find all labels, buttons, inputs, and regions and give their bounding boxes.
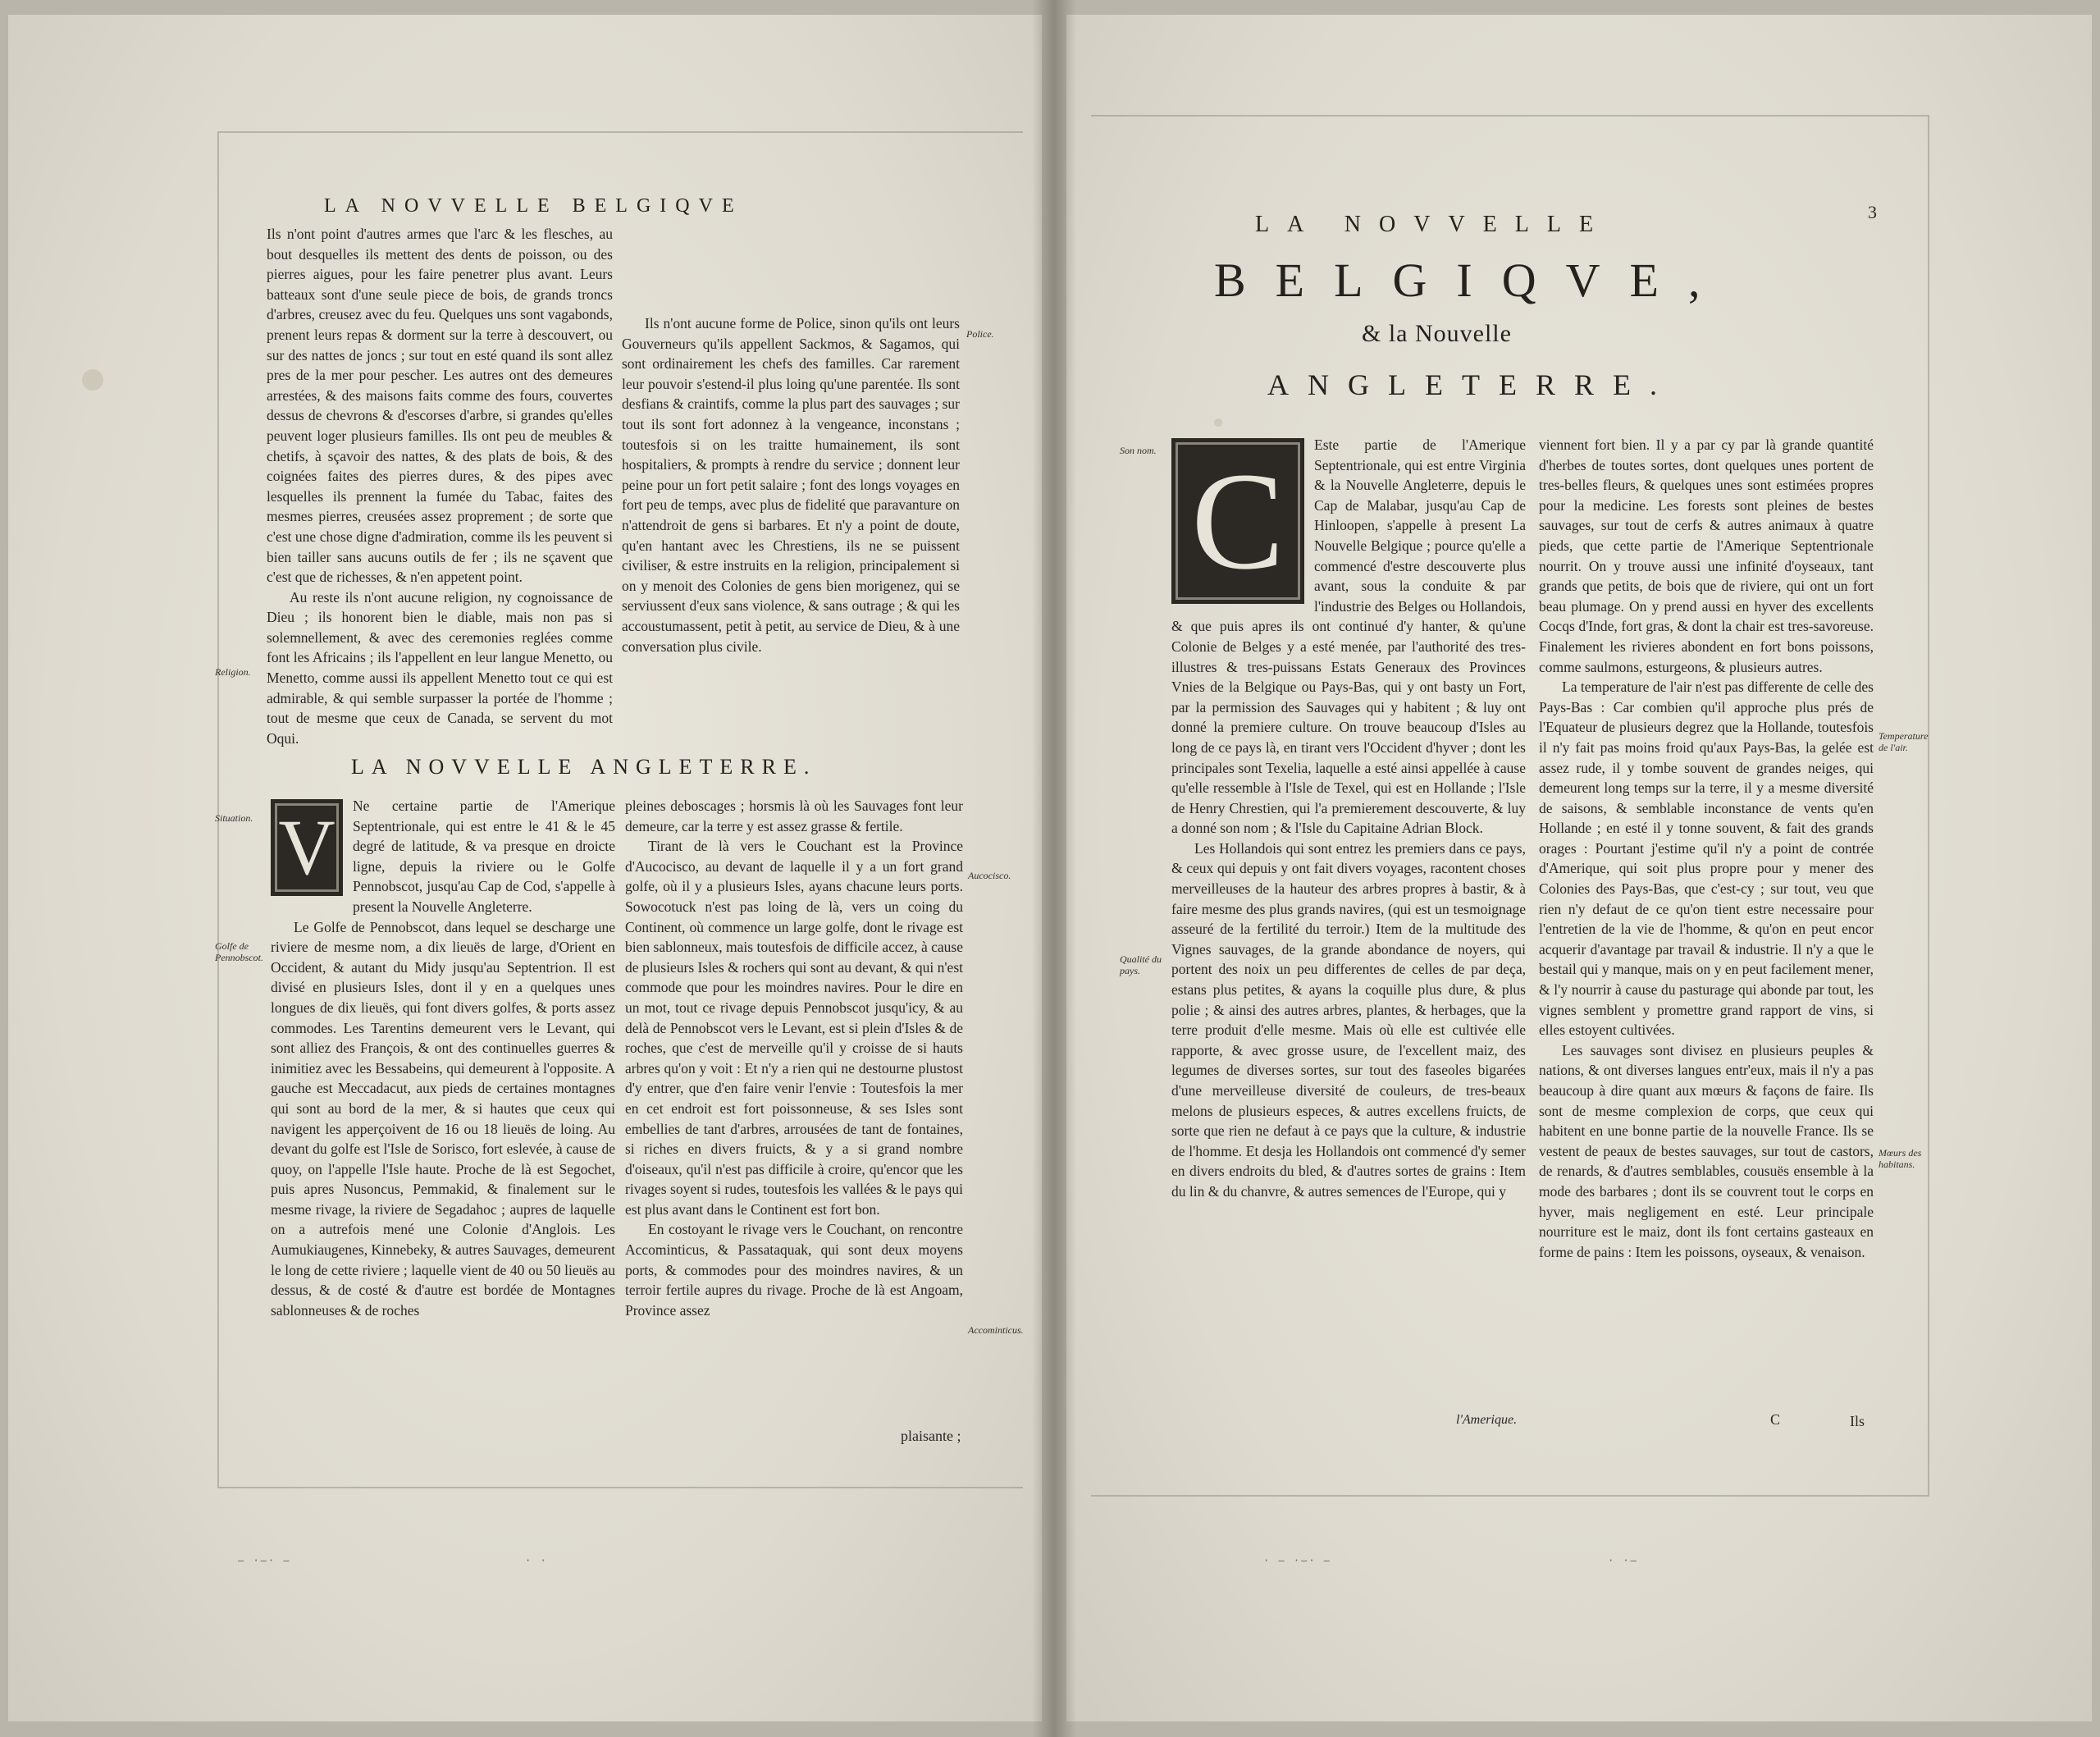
left-text-column-1: [267, 224, 613, 748]
margin-note: Religion.: [215, 666, 251, 678]
print-mark: — ·—· —: [238, 1555, 291, 1566]
print-mark: · ·—: [1608, 1555, 1638, 1566]
paragraph: Tirant de là vers le Couchant est la Province d'Aucocisco, au devant de laquelle il y a un fort grand golfe, où il y a plusieurs Isles, ayans chacune leurs ports. Sowocotuck n'est pas loing de là, vers un coing du Continent, où commence un large golfe, dont le rivage est bien sablonneux, mais toutesfois de difficile accez, à cause de plusieurs Isles & rochers qui sont au devant, & qui n'est commode que pour les moindres navires. Pour le dire en un mot, tout ce rivage depuis Pennobscot jusqu'icy, & au delà de Pennobscot vers le Levant, est si plein d'Isles & de roches, que c'est de merveille qu'il y croisse de si hauts arbres qu'on y voit : Et n'y a rien qui ne destourne plustost d'y entrer, que d'en faire venir l'envie : Toutesfois la mer en cet endroit est fort poissonneuse, & ses Isles sont embellies de tant d'arbres, arrousées de tant de fontaines, si riches en divers fruicts, & y a si grand nombre d'oiseaux, qu'il n'est pas difficile à croire, qu'encor que les rivages soyent si rudes, toutesfois les vallées & le pays qui est plus avant dans le Continent est fort bon.: [625, 838, 963, 1218]
margin-note: Son nom.: [1120, 445, 1157, 456]
foxing-spot: [1214, 418, 1222, 427]
print-mark: · ·: [525, 1555, 548, 1566]
paragraph: Ils n'ont point d'autres armes que l'arc & les flesches, au bout desquelles ils mettent des dents de poisson, ou des pierres aigues, pour les faire penetrer plus avant. Leurs batteaux sont d'une seule piece de bois, de grands troncs d'arbres, creusez avec du feu. Quelques uns sont vagabonds, prenent leurs repas & dorment sur la terre à descouvert, ou sur des nattes de joncs ; sur tout en esté quand ils sont allez pres de la mer pour pescher. Les autres ont des demeures arrestées, & des maisons faits comme des fours, couvertes dessus de chevrons & d'escorses d'arbre, si grandes qu'elles peuvent loger plusieurs familles. Ils ont peu de meubles & chetifs, à sçavoir des nattes, & des plats de bois, & des coignées faites des pierres dures, & des pipes avec lesquelles ils prennent la fumée du Tabac, faites des mesmes pierres, creusées assez proprement ; de sorte que c'est une chose digne d'admiration, comme ils les peuvent si bien tailler sans aucuns outils de fer ; ils ne sçavent que c'est que de richesses, & n'en appetent point.: [267, 226, 613, 586]
title-line-4: ANGLETERRE.: [1267, 368, 1676, 401]
right-text-column-2: [1539, 435, 1874, 1262]
margin-note: Aucocisco.: [968, 870, 1011, 881]
footer-left: l'Amerique.: [1456, 1413, 1518, 1427]
title-line-1: LA NOVVELLE: [1255, 212, 1612, 237]
left-text-column-4: [625, 796, 963, 1320]
book-gutter: [1032, 0, 1076, 1737]
catchword: Ils: [1850, 1413, 1865, 1429]
margin-note: Temperature de l'air.: [1879, 730, 1929, 753]
margin-note: Qualité du pays.: [1120, 953, 1162, 976]
foxing-spot: [82, 369, 103, 391]
paragraph: pleines deboscages ; horsmis là où les Sauvages font leur demeure, car la terre y est assez grasse & fertile.: [625, 798, 963, 834]
paragraph: viennent fort bien. Il y a par cy par là grande quantité d'herbes de toutes sortes, dont quelques unes portent de tres-belles fleurs, & quelques unes sont estimées propres pour la medicine. Les forests sont pleines de bestes sauvages, sur tout de cerfs & autres animaux à quatre pieds, que cette partie de l'Amerique Septentrionale nourrit. On y trouve aussi une infinité d'oyseaux, tant grands que petits, de bois que de riviere, qui ont un fort beau plumage. On y prend aussi en hyver des excellents Cocqs d'Inde, fort gras, & dont la chair est tres-savoreuse. Finalement les rivieres abondent en fort bons poissons, comme saulmons, esturgeons, & plusieurs autres.: [1539, 437, 1874, 675]
title-line-2: BELGIQVE,: [1214, 254, 1730, 307]
paragraph: Ne certaine partie de l'Amerique Septentrionale, qui est entre le 41 & le 45 degré de latitude, & va presque en droicte ligne, depuis la riviere ou le Golfe Pennobscot, jusqu'au Cap de Cod, s'appelle à present la Nouvelle Angleterre.: [353, 798, 615, 915]
catchword: plaisante ;: [901, 1428, 961, 1444]
paragraph: Les Hollandois qui sont entrez les premiers dans ce pays, & ceux qui depuis y ont fait divers voyages, racontent choses merveilleuses de la hauteur des arbres propres à bastir, & à faire mesme des plus grands navires, (qui est un tesmoignage asseuré de la fertilité du terroir.) Item de la multitude des Vignes sauvages, de la grande abondance de noyers, qui portent des noix un peu differentes de celles de par deça, estans plus petites, & ayans la coquille plus dure, & plus polie ; & ainsi des autres arbres, plantes, & herbages, que la terre produit d'elle mesme. Mais où elle est cultivée elle rapporte, & avec grosse usure, de l'excellent maiz, des legumes de diverses sortes, sur tout des faseoles bigarées d'une merveilleuse diversité de couleurs, de tres-beaux melons de plusieurs especes, & autres excellens fruicts, de sorte que rien ne defaut à ce pays que la culture, & industrie de l'homme. Et desja les Hollandois ont commencé d'y semer en divers endroits du bled, & d'autres sortes de grains : Item du lin & du chanvre, & autres semences de l'Europe, qui y: [1171, 839, 1526, 1200]
right-text-column-1: [1171, 435, 1526, 1202]
paragraph: Este partie de l'Amerique Septentrionale, qui est entre Virginia & la Nouvelle Angleterre, depuis le Cap de Malabar, jusqu'au Cap de Hinloopen, s'appelle à present La Nouvelle Belgique ; pource qu'elle a commencé d'estre descouverte plus avant, sous la conduite & par l'industrie des Belges ou Hollandois, & que puis apres ils ont continué d'y hanter, & qu'une Colonie de Belges y a esté menée, par l'authorité des tres-illustres & tres-puissans Estats Generaux des Provinces Vnies de la Belgique ou Pays-Bas, qui y ont basty un Fort, par la permission des Sauvages qui y habitent ; & luy ont donné la premiere culture. On trouve beaucoup d'Isles au long de ce pays là, en tirant vers l'Occident d'hyver ; dont les principales sont Texelia, laquelle a esté ainsi appellée à cause qu'elle ressemble à l'Isle de Texel, qui est en Hollande ; l'Isle de Henry Chrestien, qui l'a premierement descouverte, & luy a donné son nom ; & l'Isle du Capitaine Adrian Block.: [1171, 437, 1526, 837]
print-mark: · — ·—· —: [1263, 1555, 1332, 1566]
margin-note: Golfe de Pennobscot.: [215, 940, 263, 963]
page-number: 3: [1868, 202, 1877, 222]
paragraph: Le Golfe de Pennobscot, dans lequel se descharge une riviere de mesme nom, a dix lieuës de large, d'Orient en Occident, & autant du Midy jusqu'au Septentrion. Il est divisé en plusieurs Isles, dont il y en a quelques unes longues de dix lieuës, qui font divers golfes, & ports assez commodes. Les Tarentins demeurent vers le Levant, qui sont alliez des François, & ont des continuelles guerres & inimitiez avec les Bessabeins, qui demeurent à l'opposite. A gauche est Meccadacut, aux pieds de certaines montagnes qui sont au bord de la mer, & si hautes que ceux qui navigent les apperçoivent de 16 ou 18 lieuës de loing. Au devant du golfe est l'Isle de Sorisco, fort eslevée, à cause de quoy, on l'appelle l'Isle haute. Proche de là est Segochet, puis apres Nusoncus, Pemmakid, & finalement sur le mesme rivage, la riviere de Segadahoc ; aupres de laquelle on a autrefois mené une Colonie d'Anglois. Les Aumukiaugenes, Kinnebeky, & autres Sauvages, demeurent le long de cette riviere ; laquelle vient de 40 ou 50 lieuës au dessus, & de costé & d'autre est bordée de Montagnes sablonneuses & de roches: [271, 918, 615, 1319]
paragraph: La temperature de l'air n'est pas differente de celle des Pays-Bas : Car combien qu'il approche plus prés de l'Equateur de plusieurs degrez que la Hollande, toutesfois il n'y fait pas moins froid qu'aux Pays-Bas, la gelée est assez rude, il y tombe souvent de grandes neiges, qui demeurent long temps sur la terre, il y a mesme diversité de saisons, & semblable inconstance de vents qu'en Hollande ; en esté il y tonne souvent, & fait des grands orages : Pourtant j'estime qu'il n'y a point de contrée d'Amerique, qui soit plus propre pour y mener des Colonies des Pays-Bas, que c'est-cy ; sur tout, veu que rien n'y defaut de ce qu'on tient estre necessaire pour l'entretien de la vie de l'homme, & qu'on en peut encor acquerir d'avantage par travail & industrie. Il n'y a que le bestail qui y manque, mais on y en peut facilement mener, & l'y nourrir à cause du pasturage qui abonde par tout, les vignes semblent y promettre grand rapport de vins, si elles estoyent cultivées.: [1539, 679, 1874, 1039]
margin-note: Police.: [966, 328, 994, 340]
margin-note: Accominticus.: [968, 1324, 1024, 1336]
running-head: LA NOVVELLE BELGIQVE: [324, 195, 743, 217]
paragraph: Les sauvages sont divisez en plusieurs peuples & nations, & ont diverses langues entr'eux, mais il n'y a pas beaucoup à dire quant aux mœurs & façons de faire. Ils sont de mesme complexion de corps, que ceux qui habitent en une bonne partie de la nouvelle France. Ils se vestent de peaux de bestes sauvages, sur tout de castors, de renards, & d'autres semblables, cousuës ensemble à la mode des barbares ; dont ils se couvrent tout le corps en hyver, mais negligement en esté. Leur principale nourriture est le maiz, dont ils font certains gasteaux en forme de pains : Item les poissons, oyseaux, & venaison.: [1539, 1041, 1874, 1260]
margin-note: Mœurs des habitans.: [1879, 1147, 1922, 1170]
section-heading: LA NOVVELLE ANGLETERRE.: [351, 755, 817, 779]
paragraph: Au reste ils n'ont aucune religion, ny cognoissance de Dieu ; ils honorent bien le diable, mais non pas si solemnellement, & avec des ceremonies reglées comme font les Africains ; ils l'appellent en leur langue Menetto, ou Menetto, comme aussi ils appellent Menetto tout ce qui est admirable, & qui semble surpasser la portée de l'homme ; tout de mesme que ceux de Canada, se servent du mot Oqui.: [267, 588, 613, 747]
paragraph: Ils n'ont aucune forme de Police, sinon qu'ils ont leurs Gouverneurs qu'ils appellent Sackmos, & Sagamos, qui sont ordinairement les chefs des familles. Car rarement leur pouvoir s'estend-il plus loing qu'une parentée. Ils sont desfians & craintifs, comme la plus part des sauvages ; sur tout ils sont fort adonnez à la vengeance, inconstans ; toutesfois si on les traitte humainement, ils sont hospitaliers, & prompts à rendre du service ; donnent leur peine pour un fort petit salaire ; font des longs voyages en fort peu de temps, avec plus de fidelité que paravanture on n'attendroit de gens si barbares. Et n'y a point de doute, qu'en hantant avec les Chrestiens, ils ne se puissent civiliser, & estre instruits en la religion, principalement si on y menoit des Colonies de gens bien morigenez, qui se serviussent d'eux sans violence, & sans outrage ; & qui les accoustumassent, petit à petit, au service de Dieu, & à une conversation plus civile.: [622, 315, 960, 655]
decorated-initial: V: [271, 799, 343, 896]
margin-note: Situation.: [215, 812, 253, 824]
left-text-column-2: [622, 203, 960, 656]
left-text-column-3: [271, 796, 615, 1320]
paragraph: En costoyant le rivage vers le Couchant, on rencontre Accominticus, & Passataquak, qui sont deux moyens ports, & commodes pour des moindres navires, & un terroir fertile aupres du rivage. Proche de là est Angoam, Province assez: [625, 1221, 963, 1319]
signature-mark: C: [1770, 1411, 1781, 1428]
decorated-initial: C: [1171, 438, 1304, 604]
title-line-3: & la Nouvelle: [1362, 320, 1512, 347]
